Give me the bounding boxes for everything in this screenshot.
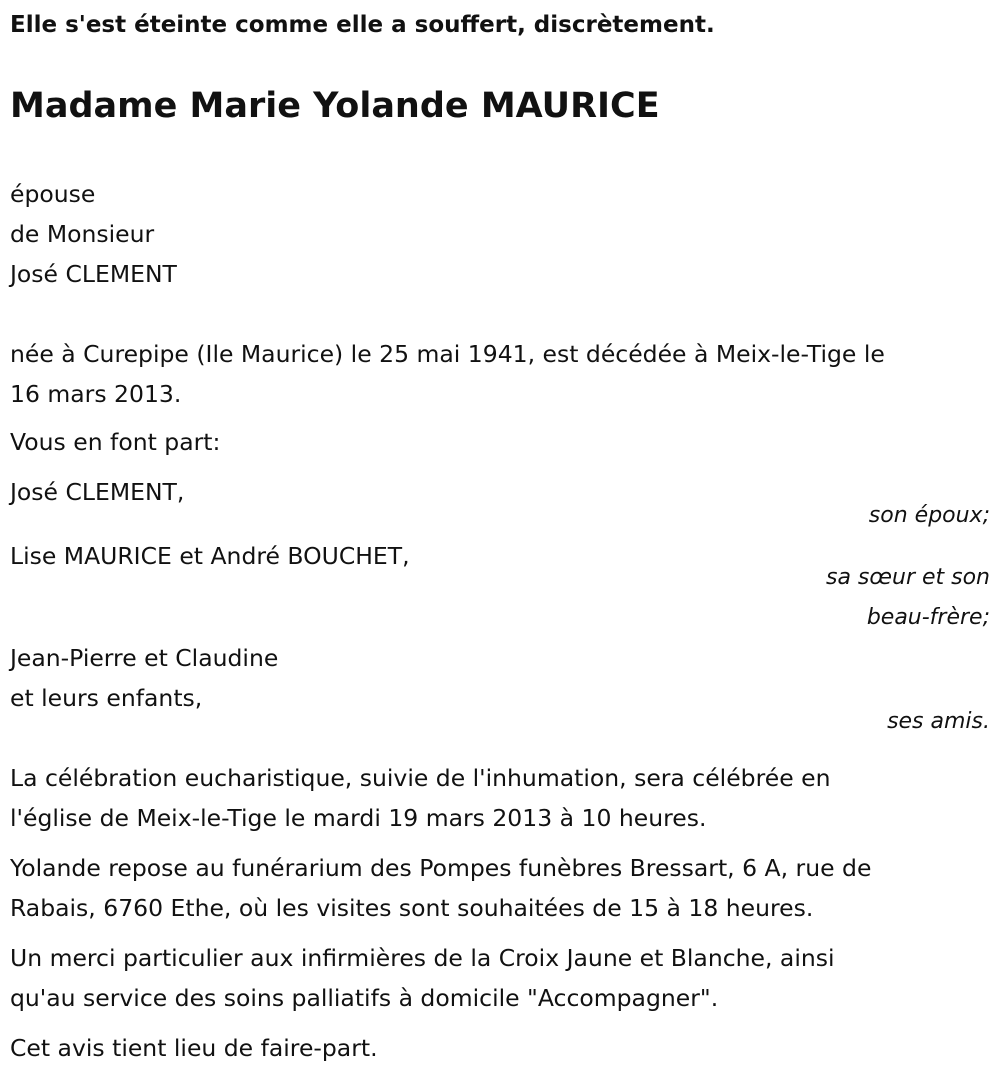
closing-line: Cet avis tient lieu de faire-part.: [10, 1034, 378, 1062]
paragraph-line: Rabais, 6760 Ethe, où les visites sont souhaitées de 15 à 18 heures.: [10, 894, 814, 922]
family-name-line: Jean-Pierre et Claudine: [10, 644, 279, 672]
paragraph-line: qu'au service des soins palliatifs à domicile "Accompagner".: [10, 984, 719, 1012]
family-relation: [887, 702, 990, 742]
relation-line: beau-frère;: [866, 605, 990, 630]
spouse-intro: [10, 174, 177, 294]
family-names: [10, 638, 278, 718]
spouse-intro-line: épouse: [10, 180, 96, 208]
announcers-intro: Vous en font part:: [10, 428, 221, 456]
family-name-line: Lise MAURICE et André BOUCHET,: [10, 542, 410, 570]
thanks-paragraph: [10, 938, 835, 1018]
family-name-line: et leurs enfants,: [10, 684, 203, 712]
paragraph-line: l'église de Meix-le-Tige le mardi 19 mars 2013 à 10 heures.: [10, 804, 707, 832]
paragraph-line: Un merci particulier aux infirmières de la Croix Jaune et Blanche, ainsi: [10, 944, 835, 972]
paragraph-line: née à Curepipe (Ile Maurice) le 25 mai 1941, est décédée à Meix-le-Tige le: [10, 340, 885, 368]
paragraph-line: La célébration eucharistique, suivie de l'inhumation, sera célébrée en: [10, 764, 831, 792]
family-names: [10, 472, 184, 512]
birth-death-paragraph: [10, 334, 885, 414]
epigraph: Elle s'est éteinte comme elle a souffert, discrètement.: [10, 12, 715, 38]
family-relation: [869, 496, 990, 536]
celebration-paragraph: [10, 758, 830, 838]
relation-line: son époux;: [868, 503, 990, 528]
spouse-intro-line: José CLEMENT: [10, 260, 177, 288]
deceased-name: Madame Marie Yolande MAURICE: [10, 86, 660, 126]
rest-paragraph: [10, 848, 871, 928]
relation-line: sa sœur et son: [825, 565, 990, 590]
relation-line: ses amis.: [887, 709, 990, 734]
paragraph-line: Yolande repose au funérarium des Pompes funèbres Bressart, 6 A, rue de: [10, 854, 872, 882]
family-relation: [826, 558, 990, 638]
family-name-line: José CLEMENT,: [10, 478, 185, 506]
spouse-intro-line: de Monsieur: [10, 220, 155, 248]
paragraph-line: 16 mars 2013.: [10, 380, 182, 408]
family-names: [10, 536, 410, 576]
